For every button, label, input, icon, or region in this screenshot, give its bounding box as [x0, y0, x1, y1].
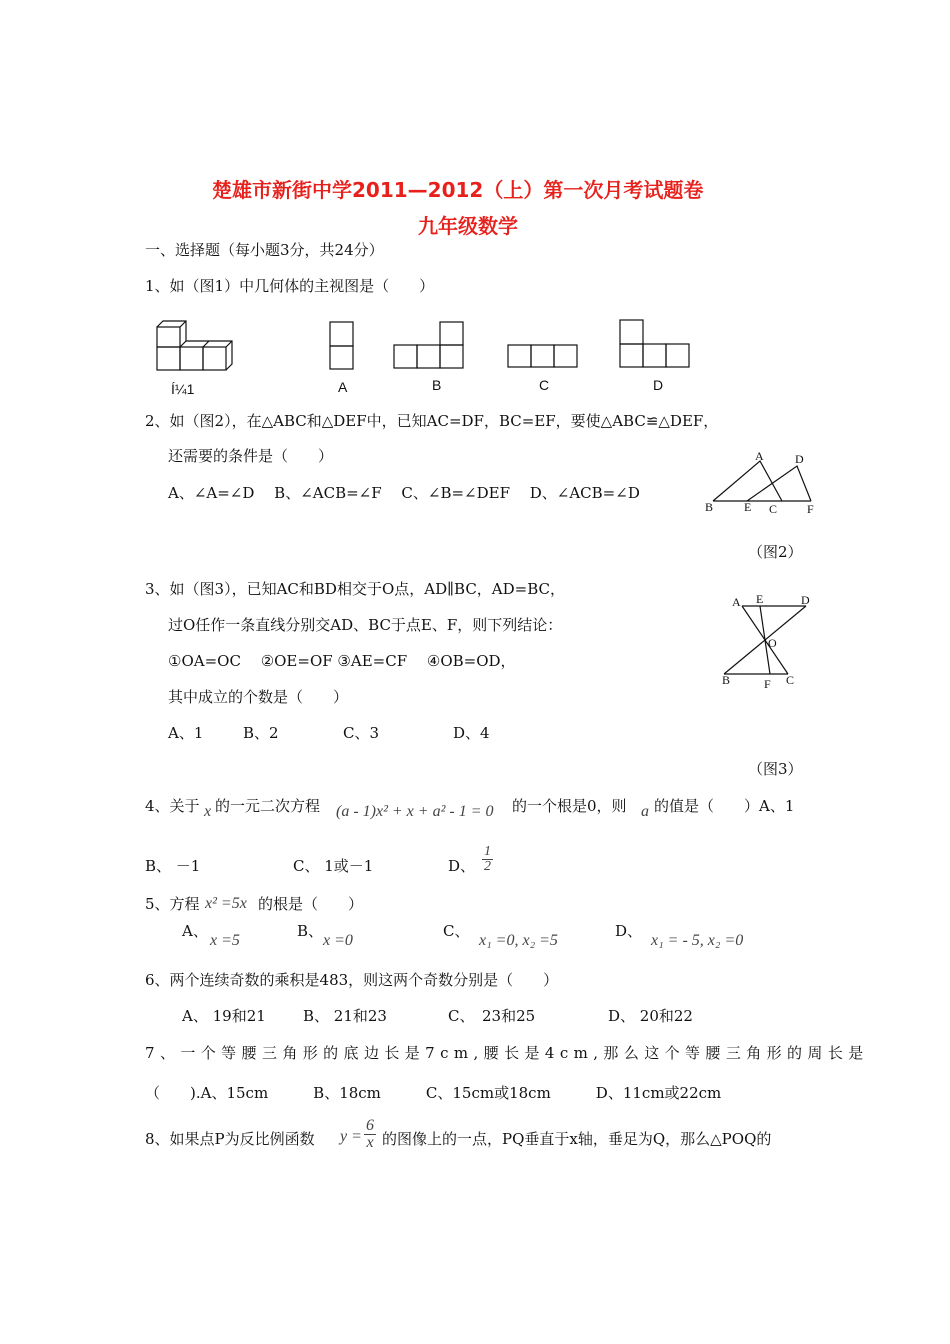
- question-4-option-c: C、 1或－1: [293, 857, 374, 875]
- option-a-view: [330, 322, 353, 369]
- fraction-denominator: x: [366, 1134, 374, 1151]
- figure-3-point-b: B: [722, 673, 731, 687]
- fraction-denominator: 2: [484, 859, 491, 874]
- figure-3-caption: （图3）: [748, 760, 803, 778]
- question-5-prefix: 5、方程: [145, 895, 200, 913]
- section-heading: 一、选择题（每小题3分，共24分）: [145, 241, 384, 259]
- option-c-view: [508, 345, 577, 367]
- question-3-line2: 过O任作一条直线分别交AD、BC于点E、F，则下列结论：: [168, 616, 563, 634]
- question-8-suffix: 的图像上的一点，PQ垂直于x轴，垂足为Q，那么△POQ的: [382, 1130, 772, 1148]
- question-3-line3: ①OA=OC ②OE=OF ③AE=CF ④OB=OD，: [168, 652, 516, 670]
- figure-2-point-f: F: [807, 502, 814, 516]
- question-5-suffix: 的根是（ ）: [258, 895, 364, 913]
- question-4-equation: (a - 1)x² + x + a² - 1 = 0: [336, 803, 494, 820]
- figure-2-point-d: D: [795, 452, 804, 466]
- question-5-option-c-value: x₁ =0, x₂ =5: [479, 932, 558, 949]
- figure-3-point-d: D: [801, 593, 810, 607]
- question-1-stem: 1、如（图1）中几何体的主视图是（ ）: [145, 277, 435, 295]
- option-d-label: D: [653, 377, 664, 393]
- question-4-option-b: B、 －1: [145, 857, 201, 875]
- question-4-fraction: [482, 845, 493, 874]
- figure-3-point-c: C: [786, 673, 795, 687]
- figure-3-point-o: O: [768, 636, 777, 650]
- question-5-equation: x² =5x: [205, 895, 247, 912]
- fraction-numerator: 6: [366, 1117, 374, 1134]
- question-5-option-a-value: x =5: [210, 932, 240, 949]
- question-4-var-x: x: [204, 803, 212, 820]
- figure-3-point-a: A: [732, 595, 741, 609]
- question-6-option-d: D、 20和22: [608, 1007, 693, 1025]
- question-8-prefix: 8、如果点P为反比例函数: [145, 1130, 315, 1148]
- question-4-end: 的值是（ ）A、1: [654, 797, 795, 815]
- question-6-option-a: A、 19和21: [182, 1007, 266, 1025]
- question-3-option-a: A、1: [168, 724, 204, 742]
- figure-2-point-e: E: [744, 500, 752, 514]
- question-2-line2: 还需要的条件是（ ）: [168, 447, 334, 465]
- figure-2-point-c: C: [769, 502, 778, 516]
- figure-3-point-f: F: [764, 677, 771, 691]
- question-6-stem: 6、两个连续奇数的乘积是483，则这两个奇数分别是（ ）: [145, 971, 559, 989]
- question-3-stem: 3、如（图3），已知AC和BD相交于O点，AD∥BC，AD=BC，: [145, 580, 566, 598]
- question-5-option-b-label: B、: [297, 922, 324, 940]
- question-5-option-d-label: D、: [615, 922, 643, 940]
- question-5-option-b-value: x =0: [323, 932, 353, 949]
- question-5-option-d-value: x₁ = - 5, x₂ =0: [651, 932, 744, 949]
- question-3-option-d: D、4: [453, 724, 490, 742]
- question-8-fraction: [364, 1118, 376, 1151]
- question-5-option-a-label: A、: [182, 922, 208, 940]
- option-a-label: A: [338, 379, 348, 395]
- fraction-numerator: 1: [484, 844, 491, 859]
- option-b-view: [394, 322, 463, 368]
- figure-3-point-e: E: [756, 592, 764, 606]
- question-6-option-b: B、 21和23: [303, 1007, 387, 1025]
- figure-1-label: Í¼1: [171, 381, 195, 397]
- question-3-option-c: C、3: [343, 724, 380, 742]
- question-7-line1: 7、一个等腰三角形的底边长是7cm,腰长是4cm,那么这个等腰三角形的周长是: [145, 1044, 869, 1062]
- question-4-var-a: a: [641, 803, 649, 820]
- question-1-figures: [150, 315, 710, 375]
- option-b-label: B: [432, 377, 442, 393]
- question-3-option-b: B、2: [243, 724, 279, 742]
- question-4-after: 的一个根是0，则: [512, 797, 627, 815]
- question-4-option-d: D、: [448, 857, 476, 875]
- figure-2-point-b: B: [705, 500, 714, 514]
- option-c-label: C: [539, 377, 550, 393]
- question-8-lhs: y =: [340, 1128, 362, 1145]
- page-title: 楚雄市新街中学2011—2012（上）第一次月考试题卷: [212, 178, 704, 202]
- option-d-view: [620, 320, 689, 367]
- page-subtitle: 九年级数学: [418, 214, 518, 238]
- question-3-line4: 其中成立的个数是（ ）: [168, 688, 349, 706]
- question-7-line2: （ ).A、15cm B、18cm C、15cm或18cm D、11cm或22cm: [145, 1084, 722, 1102]
- figure-2-point-a: A: [755, 449, 764, 463]
- figure-1-solid: [157, 321, 232, 370]
- question-4-prefix: 4、关于: [145, 797, 200, 815]
- question-6-option-c: C、 23和25: [448, 1007, 536, 1025]
- figure-2-caption: （图2）: [748, 543, 803, 561]
- question-5-option-c-label: C、: [443, 922, 470, 940]
- question-2-options: A、∠A=∠D B、∠ACB=∠F C、∠B=∠DEF D、∠ACB=∠D: [168, 484, 640, 502]
- question-2-stem: 2、如（图2），在△ABC和△DEF中，已知AC=DF，BC=EF，要使△ABC≌△DEF，: [145, 412, 719, 430]
- question-4-middle: 的一元二次方程: [215, 797, 321, 815]
